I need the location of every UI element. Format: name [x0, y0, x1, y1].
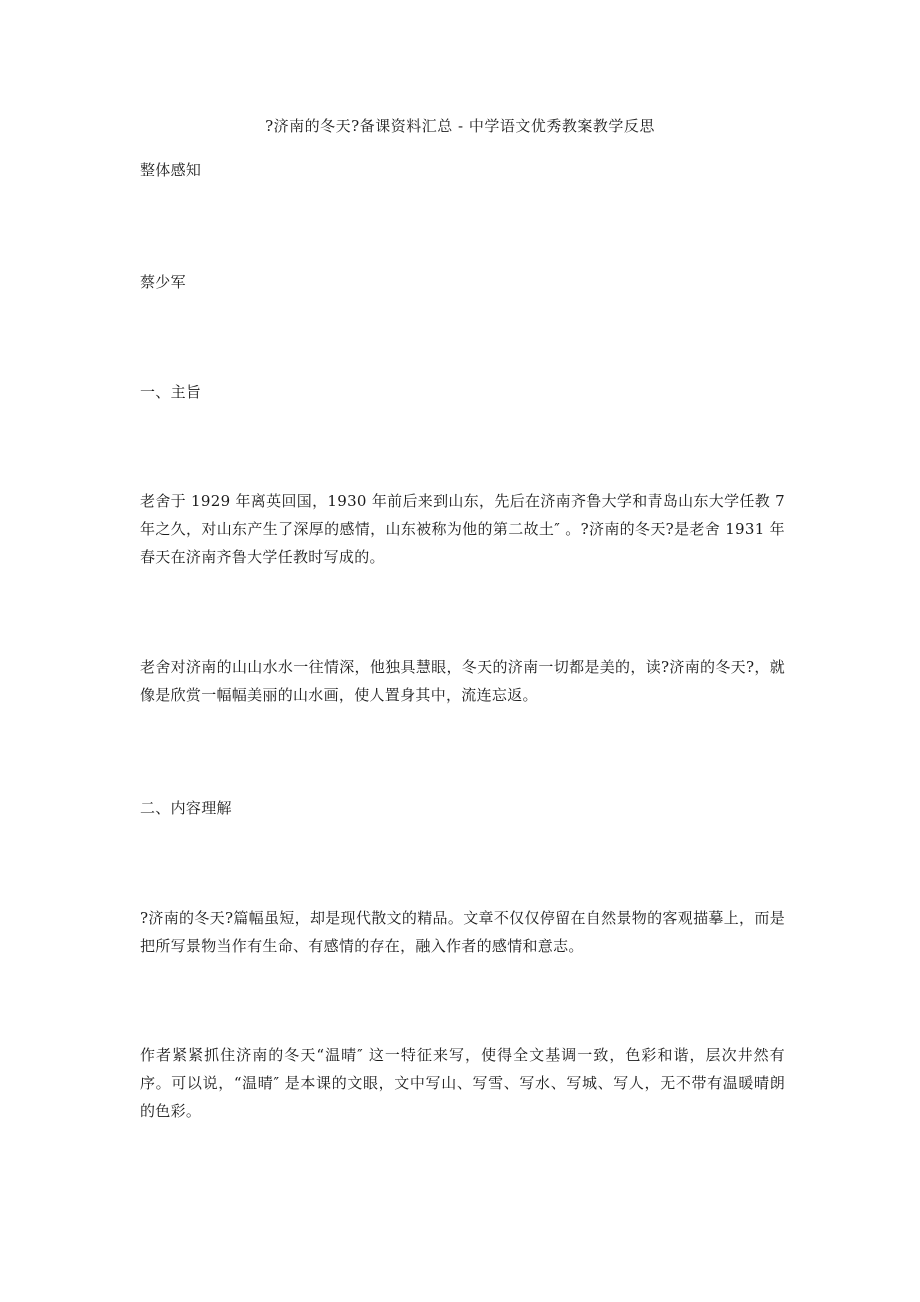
author-name: 蔡少军: [140, 273, 186, 291]
section-overview-heading: 整体感知: [140, 161, 202, 179]
section-2-heading: 二、内容理解: [140, 799, 232, 817]
paragraph-1: 老舍于 1929 年离英回国，1930 年前后来到山东，先后在济南齐鲁大学和青岛山东大学任教 7 年之久，对山东产生了深厚的感情，山东被称为他的第二故土″ 。?济南的冬天?是老舍 1931 年春天在济南齐鲁大学任教时写成的。: [140, 492, 785, 566]
paragraph-4: 作者紧紧抓住济南的冬天“温晴″ 这一特征来写，使得全文基调一致，色彩和谐，层次井然有序。可以说，“温晴″ 是本课的文眼，文中写山、写雪、写水、写城、写人，无不带有温暖晴朗的色彩。: [140, 1046, 785, 1120]
paragraph-2: 老舍对济南的山山水水一往情深，他独具慧眼，冬天的济南一切都是美的，读?济南的冬天?，就像是欣赏一幅幅美丽的山水画，使人置身其中，流连忘返。: [140, 658, 785, 704]
section-1-heading: 一、主旨: [140, 383, 202, 401]
document-title: ?济南的冬天?备课资料汇总 - 中学语文优秀教案教学反思: [265, 117, 655, 135]
paragraph-3: ?济南的冬天?篇幅虽短，却是现代散文的精品。文章不仅仅停留在自然景物的客观描摹上，而是把所写景物当作有生命、有感情的存在，融入作者的感情和意志。: [140, 909, 785, 955]
